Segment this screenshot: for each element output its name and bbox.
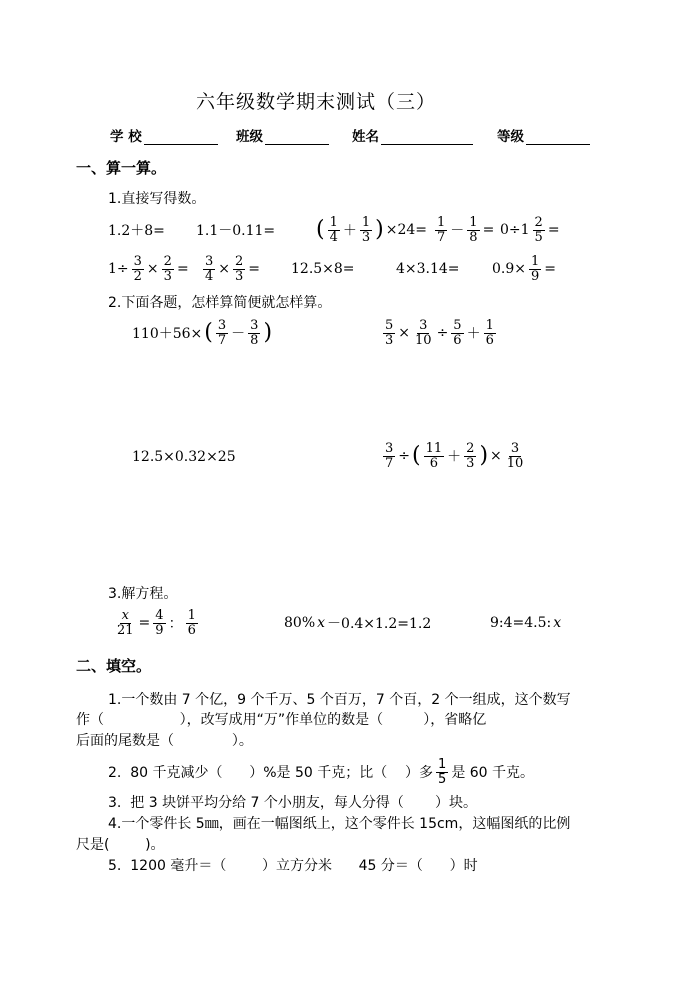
fill-q2-post: 是 60 千克。 <box>451 765 535 781</box>
q1-label: 1.直接写得数。 <box>108 191 206 207</box>
fill-q1-line2: 作（ ），改写成用“万”作单位的数是（ ），省略亿 <box>76 712 487 728</box>
calc-2-2 <box>202 250 260 288</box>
fill-q4-line2: 尺是( )。 <box>76 837 165 853</box>
calc-2-5-pre: 0.9× <box>492 261 526 277</box>
equals-sign: = <box>482 222 495 238</box>
calc-1-4 <box>434 211 494 249</box>
times-sign: × <box>218 261 231 277</box>
simplify-3-text: 12.5×0.32×25 <box>132 449 236 465</box>
equation-3-pre: 9:4=4.5: <box>490 615 552 631</box>
calc-1-3 <box>316 211 427 249</box>
fraction: $\frac{2}{3}$ <box>466 440 475 471</box>
name-field <box>352 125 473 145</box>
paren-close: ) <box>263 320 273 345</box>
fill-q1-line1: 1.一个数由 7 个亿，9 个千万、5 个百万，7 个百，2 个一组成，这个数写 <box>108 692 571 708</box>
fraction: $\frac{1}{6}$ <box>485 317 494 348</box>
equals-sign: = <box>138 615 151 631</box>
minus-sign: － <box>231 326 246 342</box>
q2-label: 2.下面各题，怎样算简便就怎样算。 <box>108 295 332 311</box>
equals-sign: = <box>544 261 557 277</box>
simplify-1-pre: 110＋56× <box>132 326 203 342</box>
name-blank[interactable] <box>381 129 473 145</box>
variable-x: x <box>317 615 326 631</box>
plus-sign: ＋ <box>466 326 481 342</box>
grade-blank[interactable] <box>526 129 590 145</box>
equals-sign: = <box>547 222 560 238</box>
fraction: $\frac{5}{3}$ <box>385 317 394 348</box>
fraction: $\frac{1}{9}$ <box>531 253 540 284</box>
calc-2-5 <box>492 250 556 288</box>
calc-2-4 <box>396 250 460 288</box>
divide-sign: ÷ <box>398 448 411 464</box>
colon-sign: ： <box>168 616 183 632</box>
simplify-4 <box>382 436 526 476</box>
equals-sign: = <box>248 261 261 277</box>
school-label: 学 校 <box>110 129 142 145</box>
plus-sign: ＋ <box>342 223 357 239</box>
section2-heading: 二、填空。 <box>76 657 152 675</box>
fraction: $\frac{3}{10}$ <box>415 317 432 348</box>
q3-label: 3.解方程。 <box>108 586 178 602</box>
times-sign: × <box>490 448 502 464</box>
calc-1-1 <box>108 211 165 249</box>
calc-2-1-pre: 1÷ <box>108 261 129 277</box>
fraction: $\frac{3}{4}$ <box>205 253 214 284</box>
fraction: $\frac{4}{9}$ <box>155 607 164 638</box>
section1-heading: 一、算一算。 <box>76 159 167 177</box>
equation-2-post: －0.4×1.2=1.2 <box>327 616 432 632</box>
fraction: $\frac{3}{10}$ <box>506 440 524 471</box>
fraction: $\frac{3}{7}$ <box>385 440 394 471</box>
page-title: 六年级数学期末测试（三） <box>196 91 437 113</box>
fraction: $\frac{1}{4}$ <box>329 214 338 245</box>
calc-1-2 <box>196 211 275 249</box>
equation-3 <box>490 603 561 643</box>
fraction: $\frac{11}{6}$ <box>425 440 443 471</box>
fraction: $\frac{5}{6}$ <box>453 317 462 348</box>
plus-sign: ＋ <box>447 449 462 465</box>
calc-2-3 <box>291 250 355 288</box>
calc-2-4-text: 4×3.14= <box>396 261 460 277</box>
fraction: $\frac{3}{8}$ <box>250 317 259 348</box>
equals-sign: = <box>176 261 189 277</box>
fraction: $\frac{2}{3}$ <box>163 253 172 284</box>
paren-open: ( <box>204 320 213 345</box>
simplify-3 <box>132 437 236 477</box>
paren-close: ) <box>375 217 384 242</box>
calc-2-1 <box>108 250 189 288</box>
divide-sign: ÷ <box>436 325 449 341</box>
school-field <box>110 125 218 145</box>
fraction: $\frac{2}{3}$ <box>235 253 244 284</box>
fill-q4-line1: 4.一个零件长 5㎜，画在一幅图纸上，这个零件长 15cm，这幅图纸的比例 <box>108 816 571 832</box>
fill-q5: 5. 1200 毫升＝（ ）立方分米 45 分＝（ ）时 <box>108 858 478 874</box>
calc-1-5 <box>500 211 560 249</box>
fraction: $\frac{x}{21}$ <box>117 607 134 638</box>
fraction: $\frac{1}{8}$ <box>469 214 478 245</box>
school-blank[interactable] <box>144 129 218 145</box>
times-sign: × <box>398 325 411 341</box>
grade-label: 等级 <box>497 129 524 145</box>
fraction: $\frac{2}{5}$ <box>534 214 543 245</box>
fraction: $\frac{1}{7}$ <box>437 214 446 245</box>
paren-open: ( <box>412 443 421 468</box>
paren-close: ) <box>479 443 489 468</box>
calc-1-1-text: 1.2＋8= <box>108 223 165 239</box>
equation-1 <box>114 603 199 643</box>
simplify-2 <box>382 313 497 353</box>
class-field <box>236 125 329 145</box>
class-label: 班级 <box>236 129 263 145</box>
fill-q1-line3: 后面的尾数是（ ）。 <box>76 733 253 749</box>
simplify-1 <box>132 313 272 353</box>
calc-1-3-tail: ×24= <box>385 222 428 238</box>
times-sign: × <box>146 261 159 277</box>
fraction: $\frac{1}{6}$ <box>187 607 196 638</box>
equation-2-pre: 80% <box>284 615 316 631</box>
fill-q2 <box>108 752 534 792</box>
calc-2-3-text: 12.5×8= <box>291 261 355 277</box>
fraction: $\frac{1}{5}$ <box>438 756 447 787</box>
paren-open: ( <box>316 217 325 242</box>
class-blank[interactable] <box>265 129 329 145</box>
fill-q2-pre: 2. 80 千克减少（ ）%是 50 千克；比（ ）多 <box>108 765 434 781</box>
fraction: $\frac{1}{3}$ <box>361 214 371 245</box>
grade-field <box>497 125 590 145</box>
calc-1-5-pre: 0÷1 <box>500 222 530 238</box>
calc-1-2-text: 1.1－0.11= <box>196 223 276 239</box>
name-label: 姓名 <box>352 129 379 145</box>
fraction: $\frac{3}{7}$ <box>217 317 227 348</box>
equation-2 <box>284 603 431 643</box>
variable-x: x <box>553 615 562 631</box>
fraction: $\frac{3}{2}$ <box>133 253 142 284</box>
fill-q3: 3. 把 3 块饼平均分给 7 个小朋友，每人分得（ ）块。 <box>108 795 478 811</box>
minus-sign: － <box>450 223 465 239</box>
